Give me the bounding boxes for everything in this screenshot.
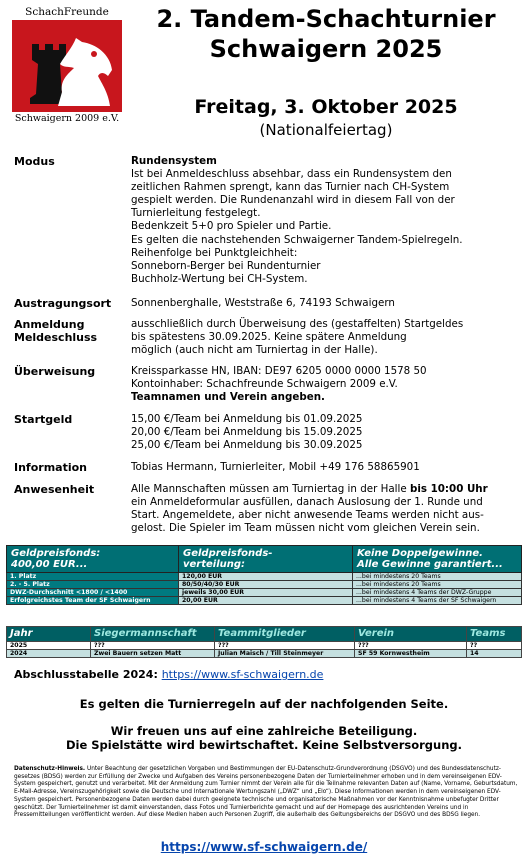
prize-label: 1. Platz (7, 573, 179, 581)
prize-label: 2. - 5. Platz (7, 581, 179, 589)
table-row (7, 642, 522, 650)
austragungsort-value: Sonnenberghalle, Weststraße 6, 74193 Schwaigern (131, 297, 395, 309)
regeln-hinweis: Es gelten die Turnierregeln auf der nachfolgenden Seite. (79, 697, 449, 711)
ueberweisung-line: Kreissparkasse HN, IBAN: DE97 6205 0000 0000 1578 50 (131, 365, 427, 377)
winners-table-header (7, 627, 522, 642)
anwesenheit-line: ein Anmeldeformular ausfüllen, danach Auslosung der 1. Runde und (131, 496, 483, 509)
prize-amount: 80/50/40/30 EUR (179, 581, 353, 589)
modus-line: zeitlichen Rahmen sprengt, kann das Turnier nach CH-System (131, 181, 450, 194)
anmeldung-text (131, 318, 521, 357)
page-title (124, 4, 528, 64)
club-logo (12, 6, 122, 122)
table-cell: ?? (467, 642, 522, 650)
abschluss-line (14, 668, 323, 681)
prize-row (7, 573, 522, 581)
prize-row (7, 597, 522, 605)
startgeld-line: 20,00 €/Team bei Anmeldung bis 15.09.2025 (131, 426, 363, 439)
startgeld-line: 15,00 €/Team bei Anmeldung bis 01.09.2025 (131, 413, 363, 425)
prize-head-garantie-line2: Alle Gewinne garantiert... (357, 559, 503, 570)
table-row (7, 650, 522, 658)
datenschutz-text: Unter Beachtung der gesetzlichen Vorgaben und Bestimmungen der EU-Datenschutz-Grundverordnung (DSGVO) und des Bundesdatenschutz-gesetzes (BDSG) werden zur Erfüllung der Zwecke und Aufgaben des Vereins personenbezogene Daten der Turnierteilnehmer erhoben und in dem vereinseigenen EDV-System gespeichert, genutzt und verarbeitet. Mit der Anmeldung zum Turnier nimmt der Verein alle für die Teilnahme relevanten Daten auf (Name, Vorname, Geburtsdatum, E-Mail-Adresse, Vereinszugehörigkeit sowie die Deutsche und Internationale Wertungszahl („DWZ“ und „Elo“). Diese Informationen werden in dem vereinseigenen EDV-System gespeichert. Personenbezogene Daten werden dabei durch geeignete technische und organisatorische Maßnahmen vor der Kenntnisnahme unbefugter Dritter geschützt. Der Turnierteilnehmer ist damit einverstanden, dass Fotos und Turnierberichte gemacht und auf der Homepage des ausrichtenden Vereins und in Pressemitteilungen veröffentlicht werden. Auf diese Medien haben auch Personen Zugriff, die außerhalb des Geltungsbereichs der DSGVO und des BDSG liegen. (14, 766, 518, 819)
table-cell: Julian Maisch / Till Steinmeyer (215, 650, 355, 658)
modus-text (131, 155, 521, 286)
prize-amount: jeweils 30,00 EUR (179, 589, 353, 597)
modus-line: Sonneborn-Berger bei Rundenturnier (131, 259, 321, 272)
prize-head-garantie-line1: Keine Doppelgewinne. (357, 548, 483, 559)
table-cell: ??? (215, 642, 355, 650)
event-subdate: (Nationalfeiertag) (259, 121, 393, 139)
prize-row (7, 589, 522, 597)
label-anwesenheit: Anwesenheit (14, 483, 95, 496)
prize-row (7, 581, 522, 589)
prize-condition: ...bei mindestens 4 Teams der DWZ-Gruppe (353, 589, 522, 597)
prize-head-verteilung-line1: Geldpreisfonds- (183, 548, 273, 559)
prize-condition: ...bei mindestens 4 Teams der SF Schwaigern (353, 597, 522, 605)
label-startgeld: Startgeld (14, 413, 73, 426)
table-cell: ??? (91, 642, 215, 650)
prize-head-verteilung (179, 546, 353, 573)
title-line-1: 2. Tandem-Schachturnier (156, 5, 496, 33)
modus-line: Bedenkzeit 5+0 pro Spieler und Partie. (131, 220, 332, 233)
prize-head-verteilung-line2: verteilung: (183, 559, 246, 570)
prize-head-garantie (353, 546, 522, 573)
table-cell: 14 (467, 650, 522, 658)
label-ueberweisung: Überweisung (14, 365, 96, 378)
table-cell: SF 59 Kornwestheim (355, 650, 467, 658)
modus-line: Es gelten die nachstehenden Schwaigerner Tandem-Spielregeln. (131, 233, 463, 246)
prize-table (6, 545, 522, 605)
prize-label: Erfolgreichstes Team der SF Schwaigern (7, 597, 179, 605)
label-anmeldung (14, 318, 97, 344)
ueberweisung-bold: Teamnamen und Verein angeben. (131, 391, 325, 404)
abschluss-link[interactable]: https://www.sf-schwaigern.de (161, 668, 324, 681)
label-information: Information (14, 461, 87, 474)
anwesenheit-text (131, 483, 521, 535)
label-austragungsort: Austragungsort (14, 297, 112, 310)
col-jahr: Jahr (7, 627, 91, 642)
anmeldung-line: bis spätestens 30.09.2025. Keine spätere Anmeldung (131, 331, 407, 344)
modus-line: Reihenfolge bei Punktgleichheit: (131, 246, 298, 259)
modus-line: Turnierleitung festgelegt. (131, 207, 261, 220)
prize-head-fonds-line1: Geldpreisfonds: (11, 548, 101, 559)
information-value: Tobias Hermann, Turnierleiter, Mobil +49 176 58865901 (131, 461, 420, 473)
startgeld-line: 25,00 €/Team bei Anmeldung bis 30.09.2025 (131, 439, 363, 452)
logo-bottom-text: Schwaigern 2009 e.V. (14, 113, 120, 124)
startgeld-text (131, 413, 521, 452)
modus-line: Ist bei Anmeldeschluss absehbar, dass ein Rundensystem den (131, 168, 452, 181)
prize-amount: 20,00 EUR (179, 597, 353, 605)
col-teams: Teams (467, 627, 522, 642)
label-meldeschluss-line: Meldeschluss (14, 331, 98, 344)
prize-table-header (7, 546, 522, 573)
col-verein: Verein (355, 627, 467, 642)
table-cell: Zwei Bauern setzen Matt (91, 650, 215, 658)
ueberweisung-text (131, 365, 521, 404)
modus-line: Buchholz-Wertung bei CH-System. (131, 272, 308, 285)
freuen-line-1: Wir freuen uns auf eine zahlreiche Beteiligung. (110, 724, 418, 738)
prize-amount: 120,00 EUR (179, 573, 353, 581)
prize-head-fonds-line2: 400,00 EUR... (11, 559, 88, 570)
knight-rook-emblem (12, 20, 122, 112)
footer-link[interactable]: https://www.sf-schwaigern.de/ (160, 840, 368, 854)
datenschutz-hinweis (14, 766, 520, 820)
modus-line: gespielt werden. Die Rundenanzahl wird in diesem Fall von der (131, 194, 455, 207)
prize-condition: ...bei mindestens 20 Teams (353, 573, 522, 581)
abschluss-label: Abschlusstabelle 2024: (14, 668, 162, 681)
anwesenheit-line-start: Alle Mannschaften müssen am Turniertag in der Halle (131, 483, 410, 495)
anmeldung-line: ausschließlich durch Überweisung des (gestaffelten) Startgeldes (131, 318, 464, 330)
table-cell: 2025 (7, 642, 91, 650)
anmeldung-line: möglich (auch nicht am Turniertag in der Halle). (131, 344, 378, 357)
col-teammitglieder: Teammitglieder (215, 627, 355, 642)
anwesenheit-line (131, 483, 521, 496)
anwesenheit-line: gelost. Die Spieler im Team müssen nicht vom gleichen Verein sein. (131, 522, 480, 535)
freuen-line-2: Die Spielstätte wird bewirtschaftet. Keine Selbstversorgung. (65, 738, 463, 752)
prize-label: DWZ-Durchschnitt <1800 / <1400 (7, 589, 179, 597)
col-sieger: Siegermannschaft (91, 627, 215, 642)
label-modus: Modus (14, 155, 55, 168)
modus-head: Rundensystem (131, 155, 217, 167)
anwesenheit-time: bis 10:00 Uhr (409, 483, 488, 495)
winners-table (6, 626, 522, 658)
prize-head-fonds (7, 546, 179, 573)
datenschutz-head: Datenschutz-Hinweis. (14, 766, 86, 772)
table-cell: 2024 (7, 650, 91, 658)
label-anmeldung-line: Anmeldung (14, 318, 85, 331)
event-date: Freitag, 3. Oktober 2025 (194, 96, 458, 118)
ueberweisung-line: Kontoinhaber: Schachfreunde Schwaigern 2009 e.V. (131, 378, 398, 391)
anwesenheit-line: Start. Angemeldete, aber nicht anwesende Teams werden nicht aus- (131, 509, 484, 522)
logo-top-text: SchachFreunde (25, 6, 109, 18)
title-line-2: Schwaigern 2025 (209, 35, 443, 63)
table-cell: ??? (355, 642, 467, 650)
prize-condition: ...bei mindestens 20 Teams (353, 581, 522, 589)
footer (0, 840, 528, 854)
